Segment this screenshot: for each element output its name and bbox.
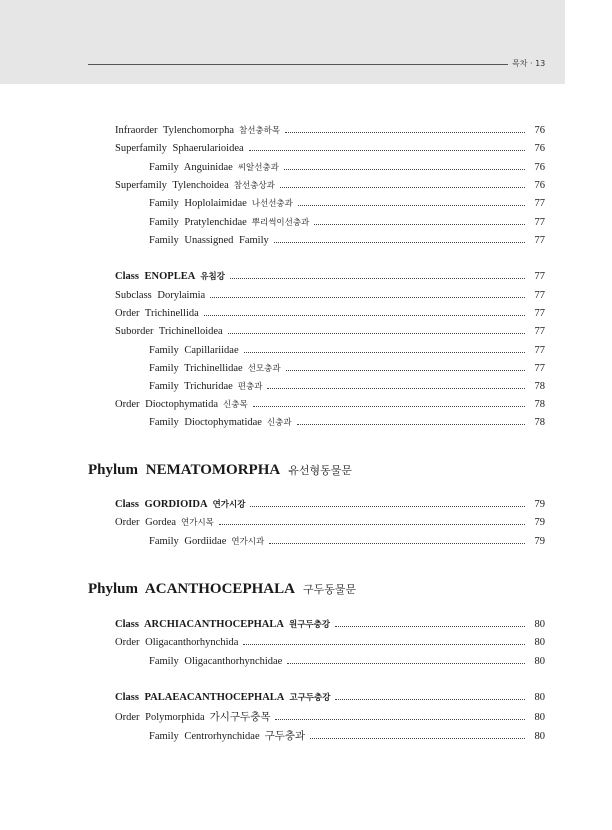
dot-leader	[298, 205, 525, 206]
dot-leader	[267, 388, 525, 389]
toc-entry-page: 77	[534, 363, 545, 374]
toc-entry-name: Family Dioctophymatidae	[149, 417, 262, 428]
dot-leader	[280, 187, 525, 188]
toc-entry-page: 77	[534, 345, 545, 356]
toc-entry-name: Infraorder Tylenchomorpha	[115, 125, 234, 136]
toc-entry-family-gordiidae[interactable]	[149, 535, 545, 549]
toc-entry-korean: 편충과	[237, 382, 263, 392]
dot-leader	[284, 169, 525, 170]
toc-entry-korean: 뿌리썩이선충과	[251, 218, 310, 228]
toc-entry-korean: 씨알선충과	[237, 163, 279, 173]
toc-entry-page: 76	[534, 162, 545, 173]
dot-leader	[269, 543, 525, 544]
toc-entry-korean: 나선선충과	[251, 199, 293, 209]
toc-entry-korean: 참선충하목	[238, 126, 281, 136]
toc-entry-korean: 원구두충강	[288, 620, 331, 630]
header-rule	[88, 64, 508, 65]
toc-entry-family-unassigned[interactable]	[149, 234, 545, 248]
toc-entry-page: 80	[534, 637, 545, 648]
toc-entry-family-hoplolaimidae[interactable]	[149, 197, 545, 211]
toc-entry-page: 77	[534, 271, 545, 282]
toc-entry-page: 78	[534, 381, 545, 392]
toc-entry-family-dioctophymatidae[interactable]	[149, 416, 545, 430]
phylum-name: Phylum NEMATOMORPHA	[88, 462, 281, 478]
toc-entry-superfamily-sphaerularioidea[interactable]	[115, 142, 545, 156]
dot-leader	[230, 278, 525, 279]
toc-entry-name: Superfamily Sphaerularioidea	[115, 143, 244, 154]
phylum-heading-nematomorpha[interactable]	[88, 462, 352, 479]
phylum-name: Phylum ACANTHOCEPHALA	[88, 581, 295, 597]
toc-entry-infraorder-tylenchomorpha[interactable]	[115, 124, 545, 138]
dot-leader	[210, 297, 525, 298]
toc-entry-page: 76	[534, 143, 545, 154]
toc-entry-name: Order Dioctophymatida	[115, 399, 219, 410]
toc-entry-name: Order Polymorphida	[115, 712, 205, 723]
toc-entry-name: Order Gordea	[115, 517, 177, 528]
toc-entry-name: Family Trichuridae	[149, 381, 233, 392]
toc-entry-suborder-trichinelloidea[interactable]	[115, 325, 545, 339]
toc-entry-order-polymorphida[interactable]	[115, 710, 545, 725]
dot-leader	[310, 738, 525, 739]
dot-leader	[314, 224, 525, 225]
dot-leader	[275, 719, 525, 720]
toc-entry-page: 76	[534, 180, 545, 191]
toc-entry-page: 77	[534, 235, 545, 246]
dot-leader	[204, 315, 525, 316]
toc-entry-name: Family Hoplolaimidae	[149, 198, 247, 209]
dot-leader	[249, 150, 525, 151]
toc-entry-page: 80	[534, 731, 545, 742]
toc-entry-name: Family Unassigned Family	[149, 235, 269, 246]
header-band	[0, 0, 565, 84]
toc-entry-name: Family Capillariidae	[149, 345, 239, 356]
toc-entry-family-trichuridae[interactable]	[149, 380, 545, 394]
toc-entry-korean: 연가시강	[212, 500, 246, 510]
toc-entry-class-archiacanthocephala[interactable]	[115, 618, 545, 632]
toc-entry-name: Class PALAEACANTHOCEPHALA	[115, 692, 285, 703]
dot-leader	[335, 699, 525, 700]
toc-entry-page: 79	[534, 517, 545, 528]
dot-leader	[228, 333, 525, 334]
toc-entry-page: 80	[534, 656, 545, 667]
dot-leader	[250, 506, 525, 507]
toc-entry-name: Order Trichinellida	[115, 308, 199, 319]
toc-entry-name: Family Centrorhynchidae	[149, 731, 260, 742]
phylum-heading-acanthocephala[interactable]	[88, 581, 356, 598]
toc-entry-page: 77	[534, 290, 545, 301]
toc-entry-name: Family Pratylenchidae	[149, 217, 247, 228]
toc-entry-page: 80	[534, 619, 545, 630]
dot-leader	[285, 132, 525, 133]
toc-entry-korean: 참선충상과	[233, 181, 275, 191]
toc-entry-korean: 고구두충강	[289, 693, 331, 703]
toc-entry-name: Order Oligacanthorhynchida	[115, 637, 239, 648]
toc-entry-family-oligacanthorhynchidae[interactable]	[149, 655, 545, 669]
dot-leader	[274, 242, 525, 243]
toc-entry-page: 79	[534, 499, 545, 510]
toc-entry-name: Class ENOPLEA	[115, 271, 196, 282]
toc-entry-class-gordioida[interactable]	[115, 498, 545, 512]
dot-leader	[219, 524, 525, 525]
dot-leader	[287, 663, 525, 664]
toc-entry-korean: 유침강	[200, 272, 225, 282]
phylum-korean: 구두동물문	[302, 583, 357, 596]
toc-entry-order-gordea[interactable]	[115, 516, 545, 530]
toc-entry-page: 77	[534, 308, 545, 319]
toc-entry-name: Family Gordiidae	[149, 536, 227, 547]
toc-entry-order-dioctophymatida[interactable]	[115, 398, 545, 412]
toc-entry-name: Subclass Dorylaimia	[115, 290, 206, 301]
toc-entry-class-palaeacanthocephala[interactable]	[115, 691, 545, 705]
dot-leader	[253, 406, 525, 407]
phylum-korean: 유선형동물문	[288, 464, 352, 477]
toc-entry-page: 76	[534, 125, 545, 136]
toc-entry-name: Superfamily Tylenchoidea	[115, 180, 229, 191]
toc-entry-korean: 신충목	[223, 400, 248, 410]
toc-entry-korean: 선모충과	[247, 364, 281, 374]
toc-entry-page: 80	[534, 692, 545, 703]
toc-entry-page: 77	[534, 326, 545, 337]
toc-entry-page: 77	[534, 217, 545, 228]
dot-leader	[244, 352, 525, 353]
toc-entry-name: Class GORDIOIDA	[115, 499, 208, 510]
toc-entry-family-trichinellidae[interactable]	[149, 362, 545, 376]
toc-entry-korean: 가시구두충목	[209, 711, 271, 723]
page-header-label: 목차 · 13	[512, 59, 546, 68]
toc-entry-name: Suborder Trichinelloidea	[115, 326, 223, 337]
toc-entry-name: Family Trichinellidae	[149, 363, 243, 374]
toc-entry-page: 80	[534, 712, 545, 723]
toc-entry-page: 78	[534, 417, 545, 428]
toc-entry-korean: 구두충과	[264, 730, 306, 742]
toc-entry-order-trichinellida[interactable]	[115, 307, 545, 321]
dot-leader	[297, 424, 525, 425]
dot-leader	[286, 370, 525, 371]
toc-entry-korean: 연가시목	[181, 518, 214, 528]
toc-entry-korean: 신충과	[266, 418, 292, 428]
toc-entry-page: 78	[534, 399, 545, 410]
toc-entry-page: 77	[534, 198, 545, 209]
toc-entry-page: 79	[534, 536, 545, 547]
dot-leader	[335, 626, 525, 627]
toc-entry-korean: 연가시과	[231, 537, 265, 547]
toc-entry-name: Class ARCHIACANTHOCEPHALA	[115, 619, 284, 630]
dot-leader	[243, 644, 525, 645]
toc-entry-superfamily-tylenchoidea[interactable]	[115, 179, 545, 193]
toc-entry-family-anguinidae[interactable]	[149, 161, 545, 175]
toc-entry-order-oligacanthorhynchida[interactable]	[115, 636, 545, 650]
toc-entry-class-enoplea[interactable]	[115, 270, 545, 284]
toc-entry-subclass-dorylaimia[interactable]	[115, 289, 545, 303]
toc-entry-family-pratylenchidae[interactable]	[149, 216, 545, 230]
toc-entry-name: Family Oligacanthorhynchidae	[149, 656, 283, 667]
toc-entry-name: Family Anguinidae	[149, 162, 233, 173]
toc-entry-family-capillariidae[interactable]	[149, 344, 545, 358]
toc-entry-family-centrorhynchidae[interactable]	[149, 729, 545, 744]
